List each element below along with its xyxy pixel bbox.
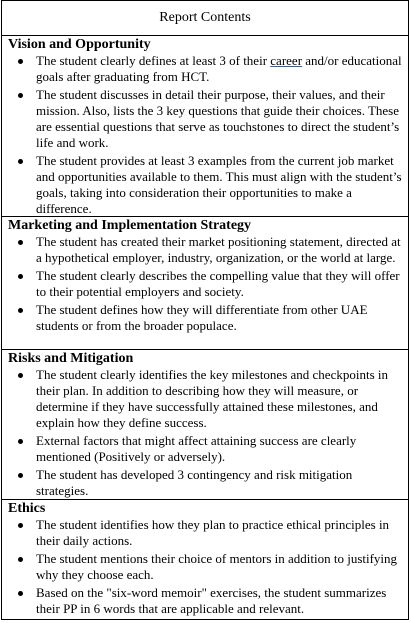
list-item	[8, 302, 402, 334]
item-text: External factors that might affect attaining success are clearly mentioned (Positively or adversely).	[36, 432, 357, 465]
item-text: The student discusses in detail their purpose, their values, and their mission. Also, lists the 3 key questions that guide their choices. These are essential questions that serve as touchstones to direct the student’s life and work.	[36, 86, 400, 151]
criteria-list	[8, 53, 402, 217]
item-text: The student defines how they will differentiate from other UAE students or from the broader populace.	[36, 301, 368, 333]
bullet-icon	[18, 523, 23, 528]
item-text: The student provides at least 3 examples from the current job market and opportunities available to them. This must align with the student’s goals, taking into consideration their opportunities to make a difference.	[36, 152, 402, 217]
table-header	[2, 0, 408, 36]
bullet-icon	[18, 439, 23, 444]
section-ethics	[2, 500, 408, 620]
list-item	[8, 467, 402, 499]
item-text: The student has developed 3 contingency and risk mitigation strategies.	[36, 466, 353, 498]
list-item	[8, 268, 402, 300]
criteria-list	[8, 234, 402, 334]
bullet-icon	[18, 59, 23, 64]
section-title: Vision and Opportunity	[8, 37, 151, 52]
bullet-icon	[18, 591, 23, 596]
criteria-list	[8, 517, 402, 617]
list-item	[8, 517, 402, 549]
spellcheck-underlined-word: career	[270, 53, 303, 68]
bullet-icon	[18, 473, 23, 478]
criteria-list	[8, 367, 402, 499]
bullet-icon	[18, 274, 23, 279]
list-item	[8, 234, 402, 266]
section-vision-and-opportunity	[2, 36, 408, 217]
bullet-icon	[18, 373, 23, 378]
list-item	[8, 87, 402, 151]
item-text: The student has created their market positioning statement, directed at a hypothetical employer, industry, organization, or the world at large.	[36, 234, 401, 266]
bullet-icon	[18, 159, 23, 164]
report-contents-table	[1, 0, 409, 620]
section-title: Marketing and Implementation Strategy	[8, 218, 252, 233]
bullet-icon	[18, 240, 23, 245]
item-text: The student clearly identifies the key milestones and checkpoints in their plan. In addition to describing how they will measure, or determine if they have successfully attained these milestones, and explain how they define success.	[36, 367, 388, 431]
list-item	[8, 153, 402, 217]
item-text: The student identifies how they plan to practice ethical principles in their daily actions.	[36, 517, 390, 549]
list-item	[8, 367, 402, 431]
list-item	[8, 53, 402, 85]
section-title: Risks and Mitigation	[8, 351, 134, 366]
list-item	[8, 433, 402, 465]
bullet-icon	[18, 557, 23, 562]
item-text: The student clearly describes the compelling value that they will offer to their potential employers and society.	[36, 267, 400, 299]
bullet-icon	[18, 308, 23, 313]
section-risks-and-mitigation	[2, 350, 408, 500]
item-text-end: and/or educational goals after graduating from HCT.	[36, 53, 402, 85]
table-title: Report Contents	[159, 10, 251, 25]
item-text: Based on the "six-word memoir" exercises, the student summarizes their PP in 6 words that are applicable and relevant.	[36, 584, 387, 616]
section-title: Ethics	[8, 501, 46, 516]
list-item	[8, 551, 402, 583]
item-text-start: The student clearly defines at least 3 of their	[36, 53, 271, 68]
item-text: The student mentions their choice of mentors in addition to justifying why they choose each.	[36, 550, 398, 582]
section-marketing-and-implementation-strategy	[2, 217, 408, 350]
list-item	[8, 585, 402, 617]
bullet-icon	[18, 93, 23, 98]
